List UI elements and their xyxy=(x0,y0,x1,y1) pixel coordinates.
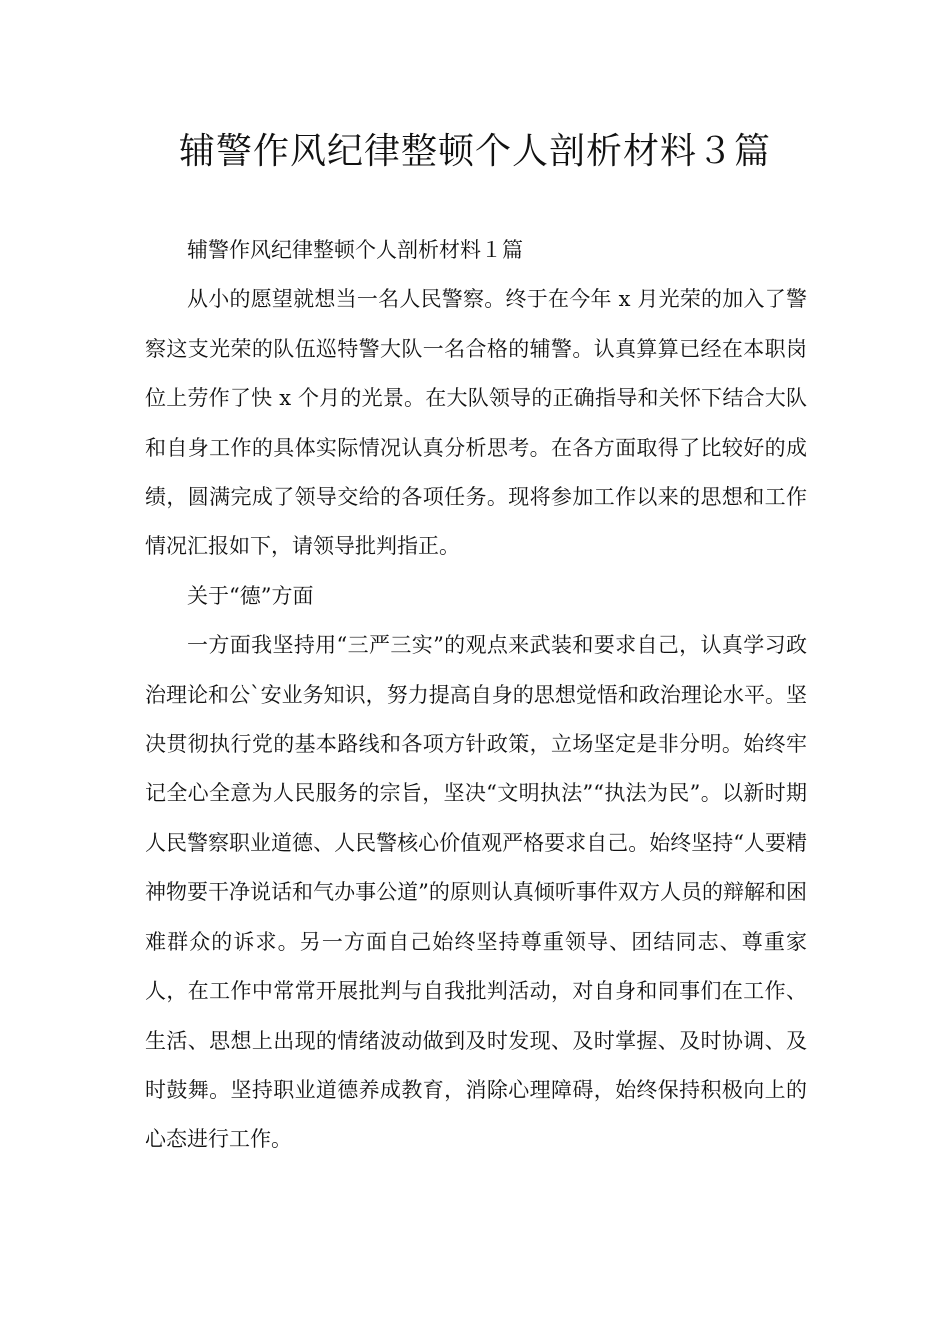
section-title: 辅警作风纪律整顿个人剖析材料１篇 xyxy=(187,238,523,262)
subheading-virtue: 关于“德”方面 xyxy=(187,583,314,608)
document-body xyxy=(145,226,807,1165)
paragraph-intro: 从小的愿望就想当一名人民警察。终于在今年 x 月光荣的加入了警察这支光荣的队伍巡特警大队一名合格的辅警。认真算算已经在本职岗位上劳作了快 x 个月的光景。在大队领导的正确指导和关怀下结合大队和自身工作的具体实际情况认真分析思考。在各方面取得了比较好的成绩，圆满完成了领导交给的各项任务。现将参加工作以来的思想和工作情况汇报如下，请领导批判指正。 xyxy=(145,287,807,559)
document-title: 辅警作风纪律整顿个人剖析材料３篇 xyxy=(178,131,771,172)
paragraph-virtue: 一方面我坚持用“三严三实”的观点来武装和要求自己，认真学习政治理论和公`安业务知识，努力提高自身的思想觉悟和政治理论水平。坚决贯彻执行党的基本路线和各项方针政策，立场坚定是非分明。始终牢记全心全意为人民服务的宗旨，坚决“文明执法”“执法为民”。以新时期人民警察职业道德、人民警核心价值观严格要求自己。始终坚持“人要精神物要干净说话和气办事公道”的原则认真倾听事件双方人员的辩解和困难群众的诉求。另一方面自己始终坚持尊重领导、团结同志、尊重家人，在工作中常常开展批判与自我批判活动，对自身和同事们在工作、生活、思想上出现的情绪波动做到及时发现、及时掌握、及时协调、及时鼓舞。坚持职业道德养成教育，消除心理障碍，始终保持积极向上的心态进行工作。 xyxy=(145,633,807,1152)
